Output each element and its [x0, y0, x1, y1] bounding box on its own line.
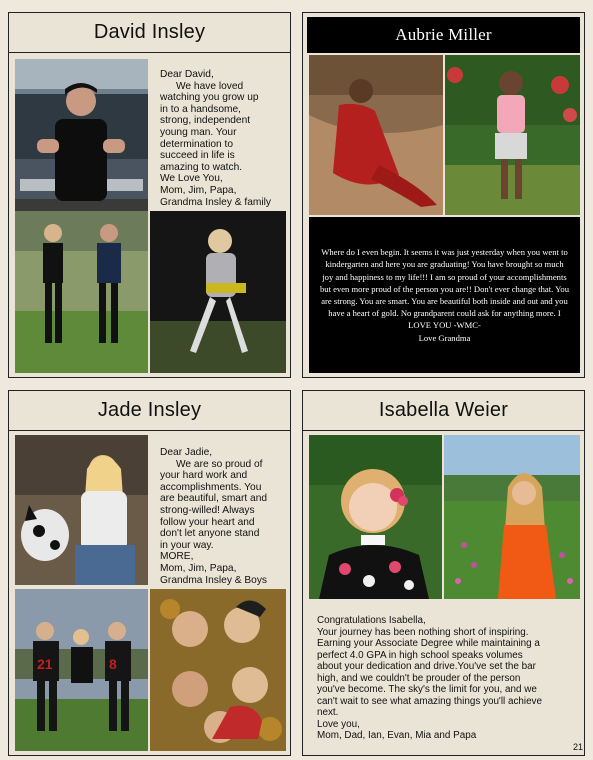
photo-david-truck: [15, 59, 148, 219]
letter-line: can't wait to see what amazing things you'll achieve: [317, 695, 542, 707]
letter-line: strong-willed! Always: [160, 504, 255, 516]
letter-line: Grandma Insley & Boys: [160, 574, 268, 586]
letter-line: We have loved: [176, 80, 244, 92]
svg-text:21: 21: [37, 656, 53, 672]
letter-line: in your way.: [160, 539, 214, 551]
letter-line: succeed in life is: [160, 150, 235, 162]
photo-jade-football-team: [15, 589, 148, 751]
card-title: Jade Insley: [9, 391, 290, 431]
photo-isabella-child: [309, 435, 442, 599]
card-david-insley: [8, 12, 291, 378]
letter-line: Your journey has been nothing short of inspiring.: [317, 626, 529, 638]
letter-line: MORE,: [160, 551, 194, 563]
letter-line: don't let anyone stand: [160, 528, 260, 540]
photo-david-football-field: [15, 211, 148, 373]
letter-isabella: [317, 615, 579, 742]
page-number: 21: [572, 742, 583, 752]
letter-line: Earning your Associate Degree while maintaining a: [317, 638, 540, 649]
letter-line: amazing to watch.: [160, 161, 243, 173]
photo-isabella-field: [444, 435, 580, 599]
letter-line: We are so proud of: [176, 458, 263, 470]
letter-line: We Love You,: [160, 173, 223, 185]
letter-line: Mom, Jim, Papa,: [160, 562, 237, 574]
card-aubrie-miller: [302, 12, 585, 378]
message-signature: Love Grandma: [418, 332, 471, 343]
letter-line: Grandma Insley & family: [160, 196, 271, 208]
letter-line: watching you grow up: [160, 92, 259, 104]
letter-line: are beautiful, smart and: [160, 493, 268, 505]
letter-line: you've become. The sky's the limit for you, and we: [317, 684, 537, 695]
card-title: Aubrie Miller: [307, 17, 580, 53]
photo-aubrie-red-dress: [309, 55, 443, 215]
card-title: David Insley: [9, 13, 290, 53]
letter-line: in to a handsome,: [160, 103, 241, 115]
card-jade-insley: [8, 390, 291, 756]
letter-line: determination to: [160, 138, 234, 150]
photo-jade-leaves: [150, 589, 286, 751]
letter-line: next.: [317, 707, 339, 718]
letter-line: perfect 4.0 GPA in high school speaks volumes: [317, 649, 523, 661]
letter-jade: [160, 447, 290, 586]
letter-greeting: Dear Jadie,: [160, 447, 213, 458]
letter-line: strong, independent: [160, 115, 251, 127]
letter-line: about your dedication and drive.You've set the bar: [317, 661, 536, 672]
letter-david: [160, 69, 288, 208]
card-title: Isabella Weier: [303, 391, 584, 431]
letter-line: high, and we couldn't be prouder of the person: [317, 672, 521, 684]
photo-jade-dog: [15, 435, 148, 585]
photo-david-night: [150, 211, 286, 373]
message-text: Where do I even begin. It seems it was just yesterday when you went to kindergarten and here you are graduating! You have brought so much joy and happiness to my life!!! I am so proud of your accomplishments but even more proud of the person you are!! Don't ever change that. You are strong. You are smart. You are beautiful both inside and out and you have a heart of gold. No grandparent could ask for anything more. I LOVE YOU -WMC-: [319, 247, 570, 331]
letter-line: young man. Your: [160, 126, 237, 138]
message-box-aubrie: [309, 217, 580, 373]
letter-line: your hard work and: [160, 470, 248, 482]
letter-line: follow your heart and: [160, 516, 255, 528]
letter-line: Congratulations Isabella,: [317, 615, 426, 626]
letter-greeting: Dear David,: [160, 69, 214, 80]
letter-line: Love you,: [317, 718, 360, 730]
letter-line: Mom, Dad, Ian, Evan, Mia and Papa: [317, 730, 477, 741]
letter-line: accomplishments. You: [160, 481, 262, 493]
svg-text:8: 8: [109, 656, 117, 672]
photo-aubrie-garden: [445, 55, 580, 215]
card-isabella-weier: [302, 390, 585, 756]
letter-line: Mom, Jim, Papa,: [160, 184, 237, 196]
